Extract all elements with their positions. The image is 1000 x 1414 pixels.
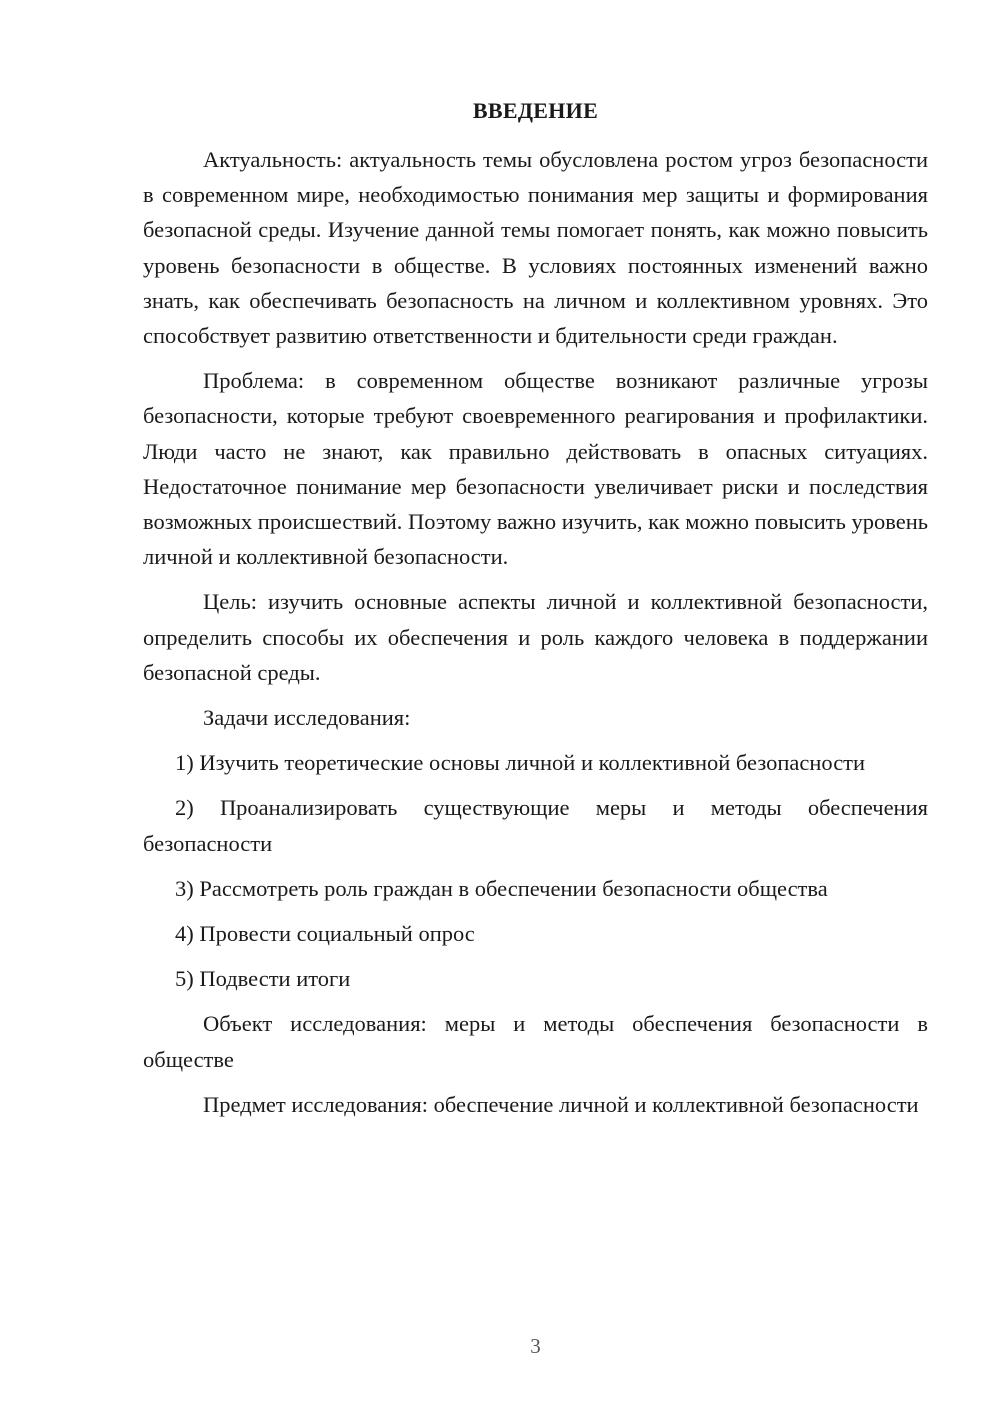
tasks-heading: Задачи исследования: [203, 705, 411, 731]
introduction-body [143, 142, 928, 1132]
task-item: 1) Изучить теоретические основы личной и коллективной безопасности [175, 750, 866, 776]
document-page [143, 0, 928, 1414]
task-item: 5) Подвести итоги [175, 966, 351, 992]
goal-paragraph: Цель: изучить основные аспекты личной и коллективной безопасности, определить способы их обеспечения и роль каждого человека в поддержании безопасной среды. [143, 589, 928, 685]
page-number: 3 [530, 1334, 541, 1358]
task-item: 3) Рассмотреть роль граждан в обеспечении безопасности общества [175, 875, 828, 901]
research-subject-paragraph: Предмет исследования: обеспечение личной и коллективной безопасности [203, 1091, 919, 1117]
problem-paragraph: Проблема: в современном обществе возникают различные угрозы безопасности, которые требуют своевременного реагирования и профилактики. Люди часто не знают, как правильно действовать в опасных ситуациях. Недостаточное понимание мер безопасности увеличивает риски и последствия возможных происшествий. Поэтому важно изучить, как можно повысить уровень личной и коллективной безопасности. [143, 368, 928, 570]
relevance-paragraph: Актуальность: актуальность темы обусловлена ростом угроз безопасности в современном мире, необходимостью понимания мер защиты и формирования безопасной среды. Изучение данной темы помогает понять, как можно повысить уровень безопасности в обществе. В условиях постоянных изменений важно знать, как обеспечивать безопасность на личном и коллективном уровнях. Это способствует развитию ответственности и бдительности среди граждан. [143, 147, 928, 349]
research-object-paragraph: Объект исследования: меры и методы обеспечения безопасности в обществе [143, 1011, 928, 1072]
section-title: ВВЕДЕНИЕ [472, 98, 599, 123]
task-item: 4) Провести социальный опрос [175, 921, 475, 947]
task-item: 2) Проанализировать существующие меры и методы обеспечения безопасности [143, 795, 928, 856]
